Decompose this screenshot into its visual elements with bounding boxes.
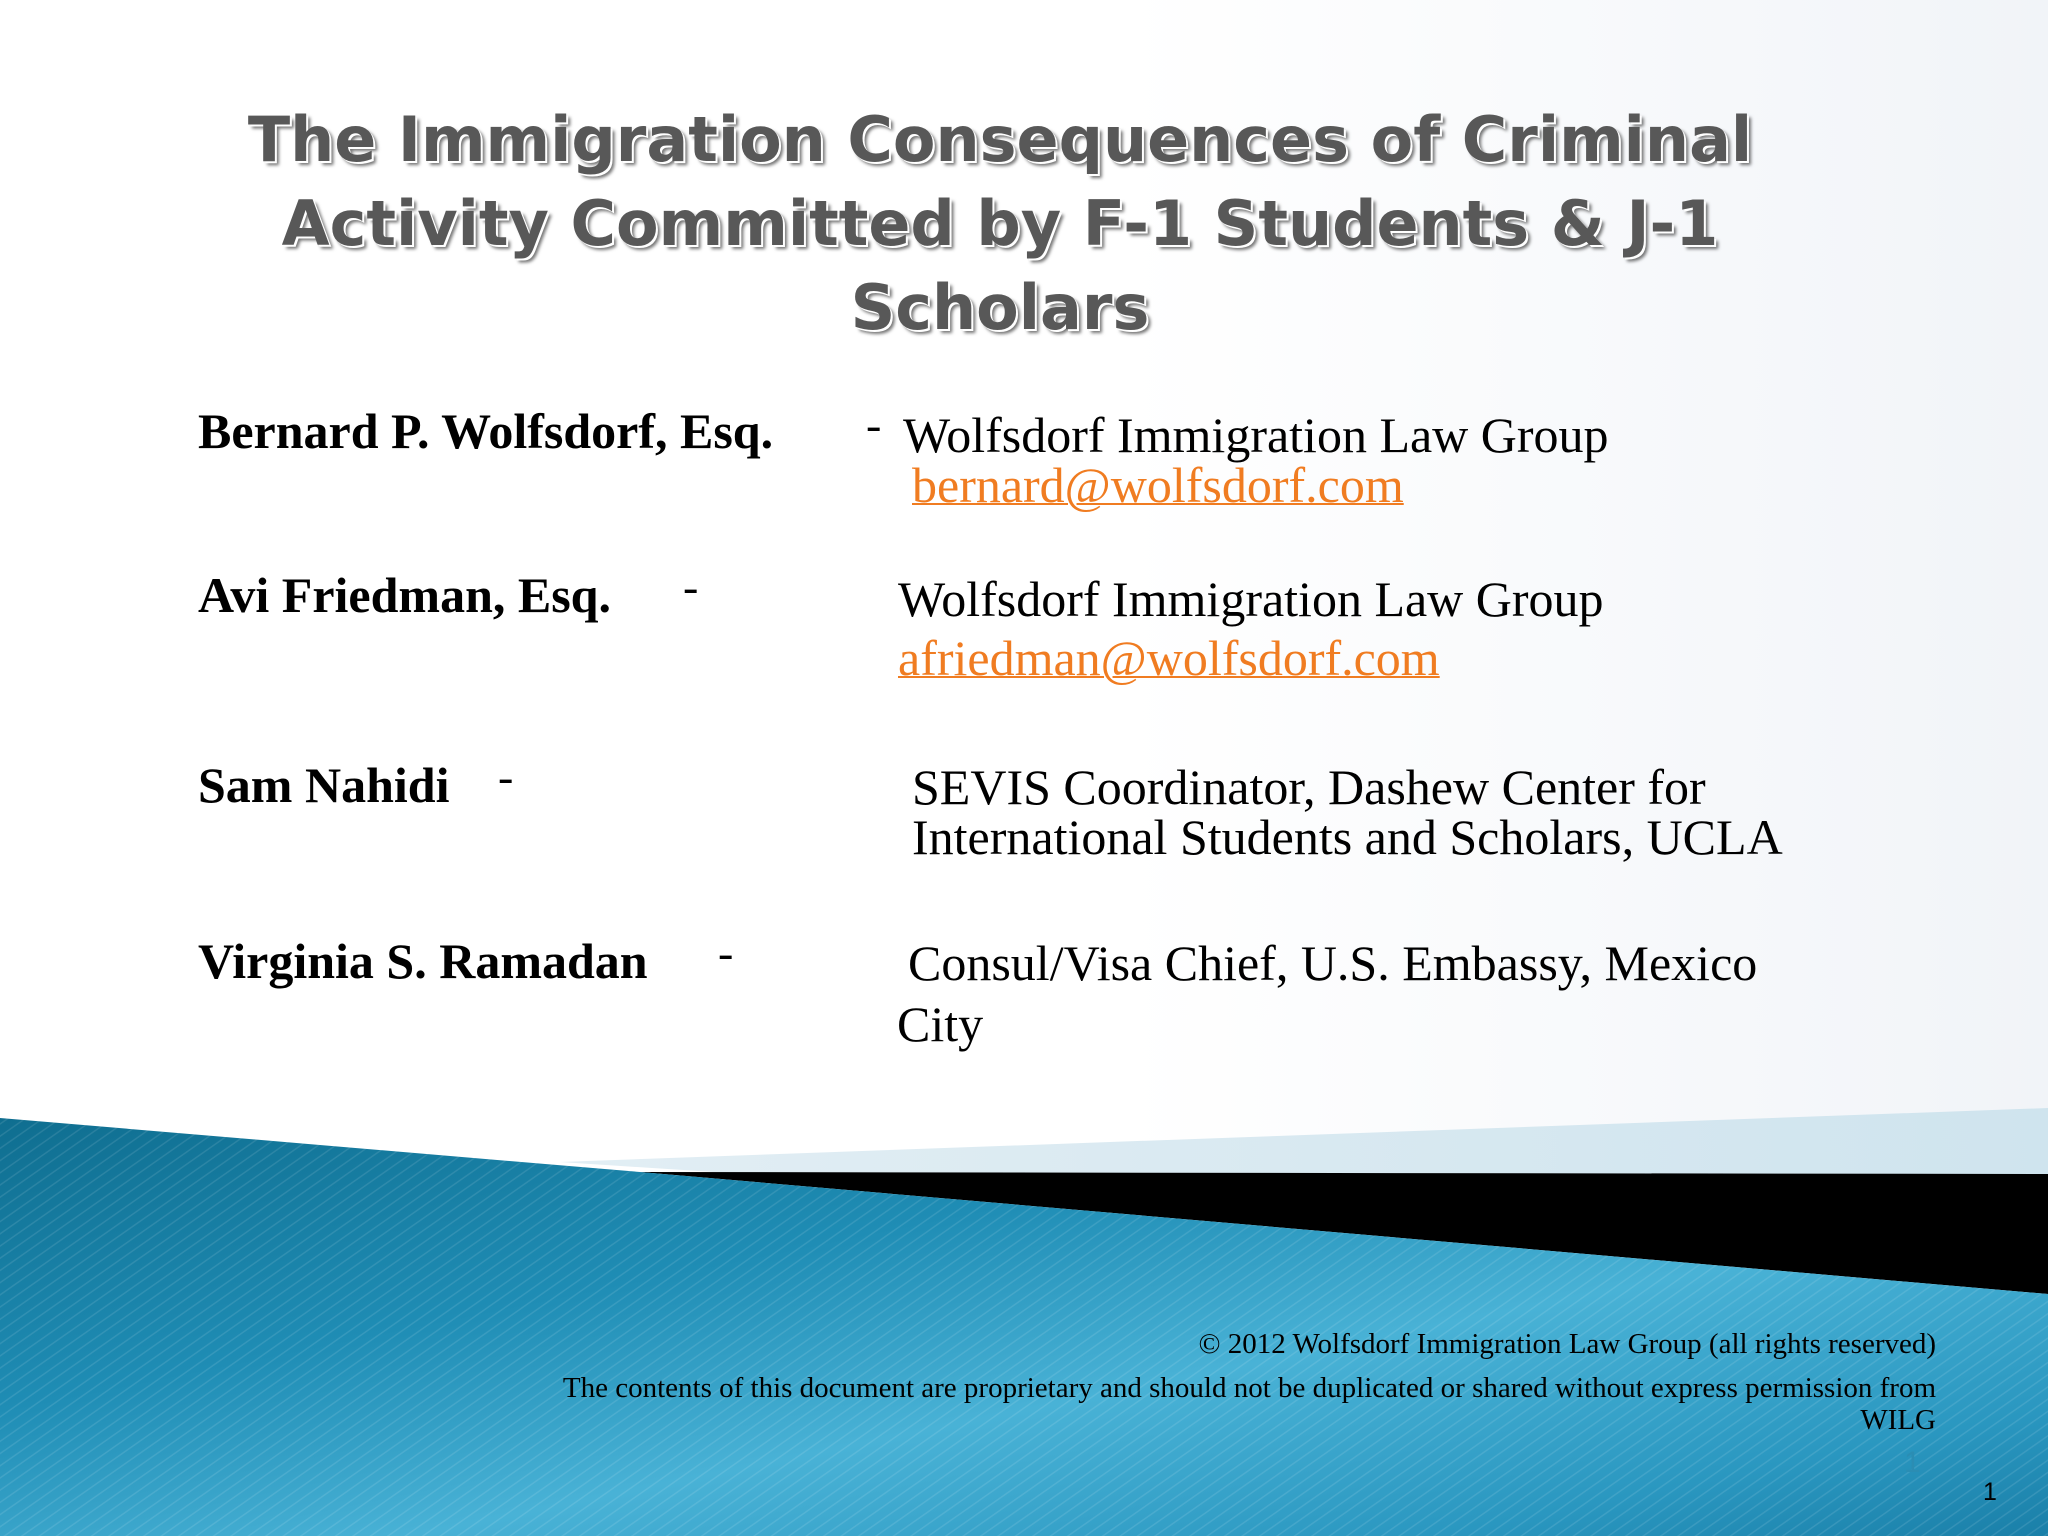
- title-line-1: The Immigration Consequences of Criminal: [247, 103, 1753, 176]
- speaker-name-virginia: Virginia S. Ramadan: [198, 933, 648, 989]
- speaker-dash: -: [683, 561, 699, 612]
- email-link-avi[interactable]: afriedman@wolfsdorf.com: [898, 630, 1440, 686]
- pale-wedge: [560, 1108, 2048, 1180]
- proprietary-notice-line-2: WILG: [1860, 1404, 1936, 1436]
- speaker-affiliation: SEVIS Coordinator, Dashew Center for: [912, 759, 1706, 815]
- speaker-dash: -: [866, 399, 882, 450]
- speaker-affiliation: Wolfsdorf Immigration Law Group: [903, 407, 1609, 463]
- title-line-2: Activity Committed by F-1 Students & J-1: [281, 187, 1719, 260]
- speaker-affiliation-line-2: City: [897, 996, 984, 1052]
- copyright-text: © 2012 Wolfsdorf Immigration Law Group (all rights reserved): [1198, 1328, 1936, 1360]
- speaker-name-sam: Sam Nahidi: [198, 757, 450, 813]
- page-number: 1: [1983, 1478, 1997, 1506]
- speaker-dash: -: [718, 927, 734, 978]
- page-number-inner: 1: [1904, 1446, 1921, 1479]
- speaker-affiliation: Wolfsdorf Immigration Law Group: [898, 571, 1604, 627]
- slide-title: [200, 98, 1800, 350]
- title-line-3: Scholars: [850, 271, 1150, 344]
- speaker-affiliation: Consul/Visa Chief, U.S. Embassy, Mexico: [908, 935, 1758, 991]
- email-link-bernard[interactable]: bernard@wolfsdorf.com: [912, 457, 1404, 513]
- speaker-affiliation-line-2: International Students and Scholars, UCLA: [912, 809, 1783, 865]
- proprietary-notice: The contents of this document are proprietary and should not be duplicated or shared without express permission from: [562, 1372, 1936, 1404]
- speaker-name-avi: Avi Friedman, Esq.: [198, 567, 611, 623]
- speaker-dash: -: [498, 751, 514, 802]
- speaker-name-bernard: Bernard P. Wolfsdorf, Esq.: [198, 403, 774, 459]
